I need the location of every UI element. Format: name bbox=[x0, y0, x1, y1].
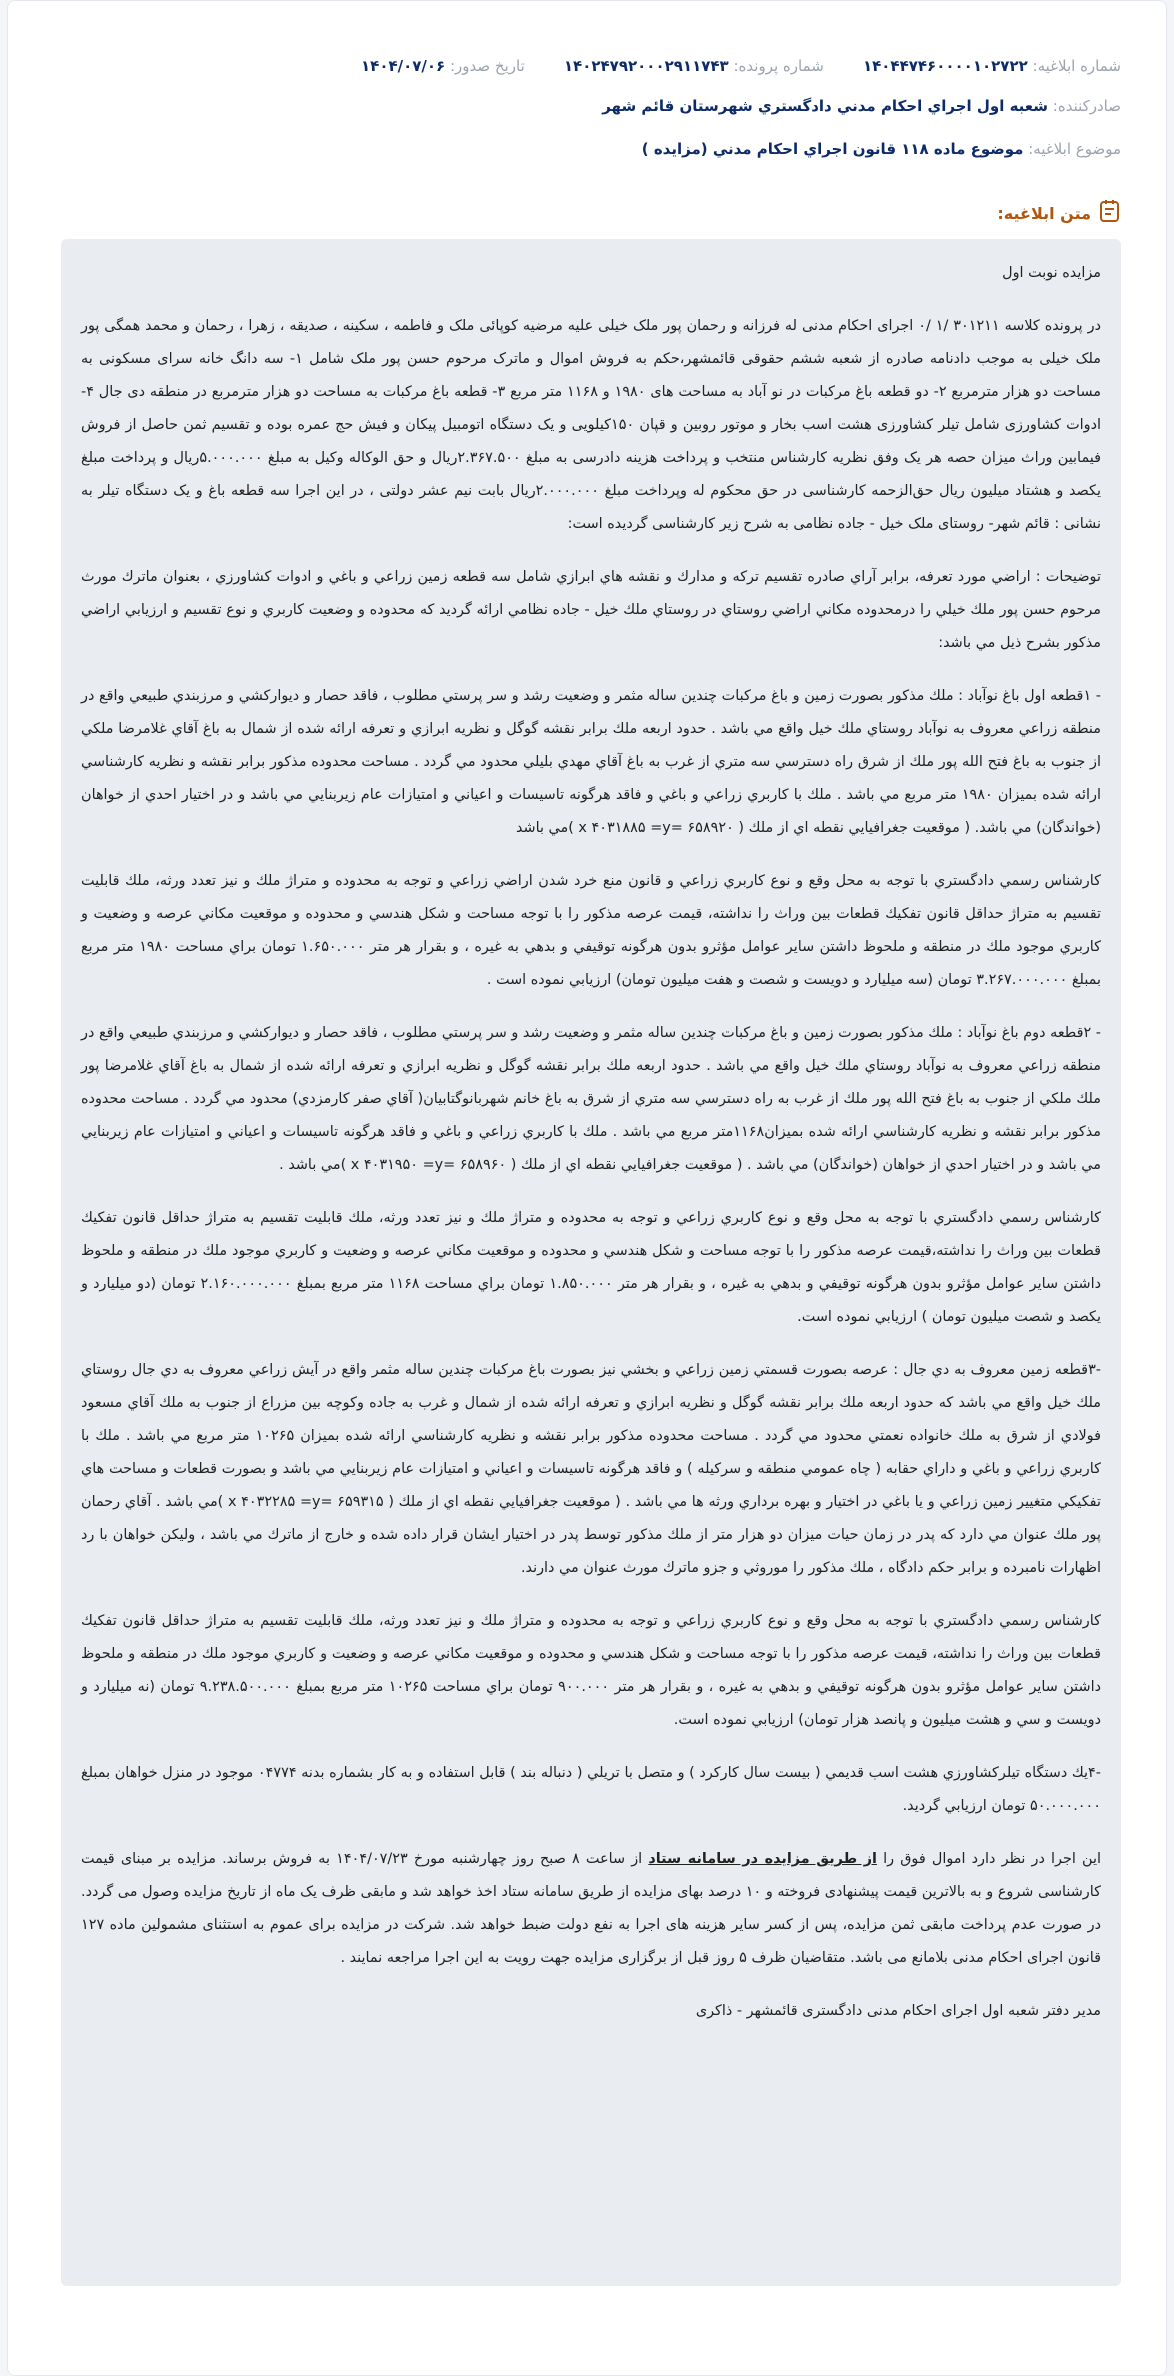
paragraph: كارشناس رسمي دادگستري با توجه به محل وقع و نوع كاربري زراعي و قانون منع خرد شدن اراضي زراعي و توجه به محدوده و متراژ ملك و نيز تعدد ورثه، ملك قابليت تقسيم به متراژ حداقل قانون تفكيك قطعات بين وراث را نداشته، قيمت عرصه مذكور را با توجه مساحت و شكل هندسي و محدوده و موقعيت مكاني عرصه و وضعيت و كاربري موجود ملك در منطقه و ملحوظ داشتن ساير عوامل مؤثرو بدون هرگونه توقيفي و بدهي به غيره ، و بقرار هر متر ۱.۶۵۰.۰۰۰ تومان براي مساحت ۱۹۸۰ متر مربع بمبلغ ۳.۲۶۷.۰۰۰.۰۰۰ تومان (سه ميليارد و دويست و شصت و هفت ميليون تومان) ارزيابي نموده است . bbox=[81, 873, 1102, 988]
paragraph: كارشناس رسمي دادگستري با توجه به محل وقع و نوع كاربري زراعي و توجه به محدوده و متراژ ملك و نيز تعدد ورثه، ملك قابليت تقسيم به متراژ حداقل قانون تفكيك قطعات بين وراث را نداشته، قيمت عرصه مذكور را با توجه مساحت و شكل هندسي و محدوده و موقعيت مكاني عرصه و وضعيت و كاربري موجود ملك در منطقه و ملحوظ داشتن ساير عوامل مؤثرو بدون هرگونه توقيفي و بدهي به غيره ، و بقرار هر متر ۹۰۰.۰۰۰ تومان براي مساحت ۱۰۲۶۵ متر مربع بمبلغ ۹.۲۳۸.۵۰۰.۰۰۰ تومان (نه ميليارد و دويست و سي و هشت ميليون و پانصد هزار تومان) ارزيابي نموده است. bbox=[81, 1613, 1101, 1728]
paragraph: -۴يك دستگاه تيلركشاورزي هشت اسب قديمي ( بيست سال كاركرد ) و متصل با تريلي ( دنباله بند ) قابل استفاده و به كار بشماره بدنه ۰۴۷۷۴ موجود در منزل خواهان بمبلغ ۵۰.۰۰۰.۰۰۰ تومان ارزيابي گرديد. bbox=[81, 1765, 1101, 1814]
notice-card bbox=[7, 0, 1167, 2376]
case-number: شماره پرونده: ۱۴۰۲۴۷۹۲۰۰۰۲۹۱۱۷۴۳ bbox=[563, 57, 824, 75]
paragraph: -۳قطعه زمين معروف به دي جال : عرصه بصورت قسمتي زمين زراعي و بخشي نيز بصورت باغ مركبات چندين ساله مثمر واقع در آيش زراعي معروف به دي جال روستاي ملك خيل واقع مي باشد كه حدود اربعه ملك برابر نقشه گوگل و نظريه ابرازي و تعرفه ارائه شده از شمال و غرب به جاده وكوچه بين مزراع از جنوب به ملك آقاي مسعود فولادي از شرق به ملك خانواده نعمتي محدود مي گردد . مساحت محدوده مذكور برابر نقشه و نظريه كارشناسي ارائه شده بميزان ۱۰۲۶۵ متر مربع مي باشد . ملك با كاربري زراعي و باغي و داراي حقابه ( چاه عمومي منطقه و سركيله ) و فاقد هرگونه تاسيسات و اعياني و امتيازات عام زيربنايي مي باشد و بصورت قطعات و مساحت هاي تفكيكي متغيير زمين زراعي و يا باغي در اختيار و بهره برداري ورثه ها مي باشد . ( موقعيت جغرافيايي نقطه اي از ملك ( ۶۵۹۳۱۵ =x ۴۰۳۲۲۸۵ =y )مي باشد . آقاي رحمان پور ملك عنوان مي دارد كه پدر در زمان حيات ميزان دو هزار متر از ملك مذكور توسط پدر در اختيار ايشان قرار داده شده و خارج از ماترك مي باشد ، وليكن خواهان با رد اظهارات نامبرده و برابر حكم دادگاه ، ملك مذكور را موروثي و جزو ماترك مورث عنوان مي دارند. bbox=[81, 1362, 1101, 1576]
notice-body bbox=[61, 239, 1121, 2286]
meta-row bbox=[31, 57, 1121, 75]
paragraph: توضیحات : اراضي مورد تعرفه، برابر آراي صادره تقسيم تركه و مدارك و نقشه هاي ابرازي شامل سه قطعه زمين زراعي و باغي و ادوات كشاورزي ، بعنوان ماترك مورث مرحوم حسن پور ملك خيلي را درمحدوده مكاني اراضي روستاي در روستاي ملك خيل - جاده نظامي ارائه گرديد كه محدوده و وضعيت كاربري و نوع تقسيم و ارزيابي اراضي مذكور بشرح ذيل مي باشد: bbox=[81, 569, 1101, 651]
auction-paragraph bbox=[81, 1843, 1101, 1975]
auction-text: این اجرا در نظر دارد اموال فوق را bbox=[876, 1851, 1101, 1867]
issue-date: تاریخ صدور: ۱۴۰۴/۰۷/۰۶ bbox=[361, 57, 525, 75]
notepad-icon bbox=[1099, 199, 1121, 227]
paragraph: كارشناس رسمي دادگستري با توجه به محل وقع و نوع كاربري زراعي و توجه به محدوده و متراژ ملك و نيز تعدد ورثه، ملك قابليت تقسيم به متراژ حداقل قانون تفكيك قطعات بين وراث را نداشته،قيمت عرصه مذكور را با توجه مساحت و شكل هندسي و محدوده و موقعيت مكاني عرصه و وضعيت و كاربري موجود ملك در منطقه و ملحوظ داشتن ساير عوامل مؤثرو بدون هرگونه توقيفي و بدهي به غيره ، و بقرار هر متر ۱.۸۵۰.۰۰۰ تومان براي مساحت ۱۱۶۸ متر مربع بمبلغ ۲.۱۶۰.۰۰۰.۰۰۰ تومان (دو ميليارد و يكصد و شصت ميليون تومان ) ارزيابي نموده است. bbox=[81, 1210, 1101, 1325]
notice-number: شماره ابلاغیه: ۱۴۰۴۴۷۴۶۰۰۰۰۱۰۲۷۲۲ bbox=[862, 57, 1121, 75]
paragraph: - ۱قطعه اول باغ نوآباد : ملك مذكور بصورت زمين و باغ مركبات چندين ساله مثمر و وضعيت رشد و سر پرستي مطلوب ، فاقد حصار و ديواركشي و مرزبندي طبيعي واقع در منطقه زراعي معروف به نوآباد روستاي ملك خيل واقع مي باشد . حدود اربعه ملك برابر نقشه گوگل و نظريه ابرازي و تعرفه ارائه شده از شمال به باغ آقاي غلامرضا ملكي از جنوب به باغ فتح الله پور ملك از شرق راه دسترسي سه متري از غرب به باغ آقاي مهدي بليلي محدود مي گردد . مساحت محدوده مذكور برابر نقشه و نظريه كارشناسي ارائه شده بميزان ۱۹۸۰ متر مربع مي باشد . ملك با كاربري زراعي و باغي و فاقد هرگونه تاسيسات و اعياني و امتيازات عام زيربنايي مي باشد و در اختيار احدي از خواهان (خواندگان) مي باشد. ( موقعيت جغرافيايي نقطه اي از ملك ( ۶۵۸۹۲۰ =x ۴۰۳۱۸۸۵ =y )مي باشد bbox=[81, 688, 1101, 836]
setad-highlight: از طریق مزایده در سامانه ستاد bbox=[648, 1851, 877, 1867]
body-title bbox=[997, 199, 1121, 227]
paragraph: - ۲قطعه دوم باغ نوآباد : ملك مذكور بصورت زمين و باغ مركبات چندين ساله مثمر و وضعيت رشد و سر پرستي مطلوب ، فاقد حصار و ديواركشي و مرزبندي طبيعي واقع در منطقه زراعي معروف به نوآباد روستاي ملك خيل واقع مي باشد . حدود اربعه ملك برابر نقشه گوگل و نظريه ابرازي و تعرفه ارائه شده از شمال به باغ آقاي غلامرضا پور ملك ملكي از جنوب به باغ فتح الله پور ملك از غرب به راه دسترسي سه متري از شرق به باغ خانم شهربانوگتابيان( آقاي صفر كارمزدي) محدود مي گردد . مساحت محدوده مذكور برابر نقشه و نظريه كارشناسي ارائه شده بميزان۱۱۶۸متر مربع مي باشد . ملك با كاربري زراعي و باغي و فاقد هرگونه تاسيسات و اعياني و امتيازات عام زيربنايي مي باشد و در اختيار احدي از خواهان (خواندگان) مي باشد . ( موقعيت جغرافيايي نقطه اي از ملك ( ۶۵۸۹۶۰ =x ۴۰۳۱۹۵۰ =y )مي باشد . bbox=[81, 1025, 1101, 1173]
subject: موضوع ابلاغیه: موضوع ماده ۱۱۸ قانون اجراي احكام مدني (مزايده ) bbox=[641, 140, 1121, 158]
paragraph: در پرونده کلاسه ۳۰۱۲۱۱ /۱ /۰ اجرای احکام مدنی له فرزانه و رحمان پور ملک خیلی علیه مرضیه کوپائی ملک و فاطمه ، سکینه ، صدیقه ، زهرا ، رحمان و محمد همگی پور ملک خیلی به موجب دادنامه صادره از شعبه ششم حقوقی قائمشهر،حکم به فروش اموال و ماترک مرحوم حسن پور ملک شامل ۱- سه دانگ خانه سرای مسکونی به مساحت دو هزار مترمربع ۲- دو قطعه باغ مرکبات در نو آباد به مساحت های ۱۹۸۰ و ۱۱۶۸ متر مربع ۳- قطعه باغ مرکبات به مساحت دو هزار مترمربع در منطقه دی جال ۴- ادوات کشاورزی شامل تیلر کشاورزی هشت اسب بخار و موتور روبین و قپان ۱۵۰کیلویی و یک دستگاه اتومبیل پیکان و فیش حج عمره بوده و تقسیم ثمن حاصل از فروش فیمابین وراث میزان حصه هر یک وفق نظریه کارشناس منتخب و پرداخت هزینه دادرسی به مبلغ ۲.۳۶۷.۵۰۰ریال و حق الوکاله وکیل به مبلغ ۵.۰۰۰.۰۰۰ریال و پرداخت مبلغ یکصد و هشتاد میلیون ریال حق‌الزحمه کارشناسی در حق محکوم له وپرداخت مبلغ ۲.۰۰۰.۰۰۰ریال بابت نیم عشر دولتی ، در این اجرا سه قطعه باغ و یک دستگاه تیلر به نشانی : قائم شهر- روستای ملک خیل - جاده نظامی به شرح زیر کارشناسی گردیده است: bbox=[81, 318, 1102, 532]
body-title-text: متن ابلاغیه: bbox=[997, 203, 1091, 223]
paragraph: مزایده نوبت اول bbox=[1002, 265, 1101, 281]
auction-text: از ساعت ۸ صبح روز چهارشنبه مورخ ۱۴۰۴/۰۷/۲۳ به فروش برساند. مزایده بر مبنای قیمت کارشناسی شروع و به بالاترین قیمت پیشنهادی فروخته و ۱۰ درصد بهای مزایده از طریق سامانه ستاد اخذ خواهد شد و مابقی ظرف یک ماه از تاریخ مزایده وصول می گردد. در صورت عدم پرداخت مابقی ثمن مزایده، پس از کسر سایر هزینه های اجرا به نفع دولت ضبط خواهد شد. شرکت در مزایده برای عموم به استثنای مشمولین ماده ۱۲۷ قانون اجرای احکام مدنی بلامانع می باشد. متقاضیان ظرف ۵ روز قبل از برگزاری مزایده جهت رویت به این اجرا مراجعه نمایند . bbox=[81, 1851, 1101, 1966]
issuer: صادرکننده: شعبه اول اجراي احكام مدني دادگستري شهرستان قائم شهر bbox=[602, 97, 1121, 115]
signature: مدیر دفتر شعبه اول اجرای احکام مدنی دادگستری قائمشهر - ذاکری bbox=[695, 2003, 1101, 2019]
